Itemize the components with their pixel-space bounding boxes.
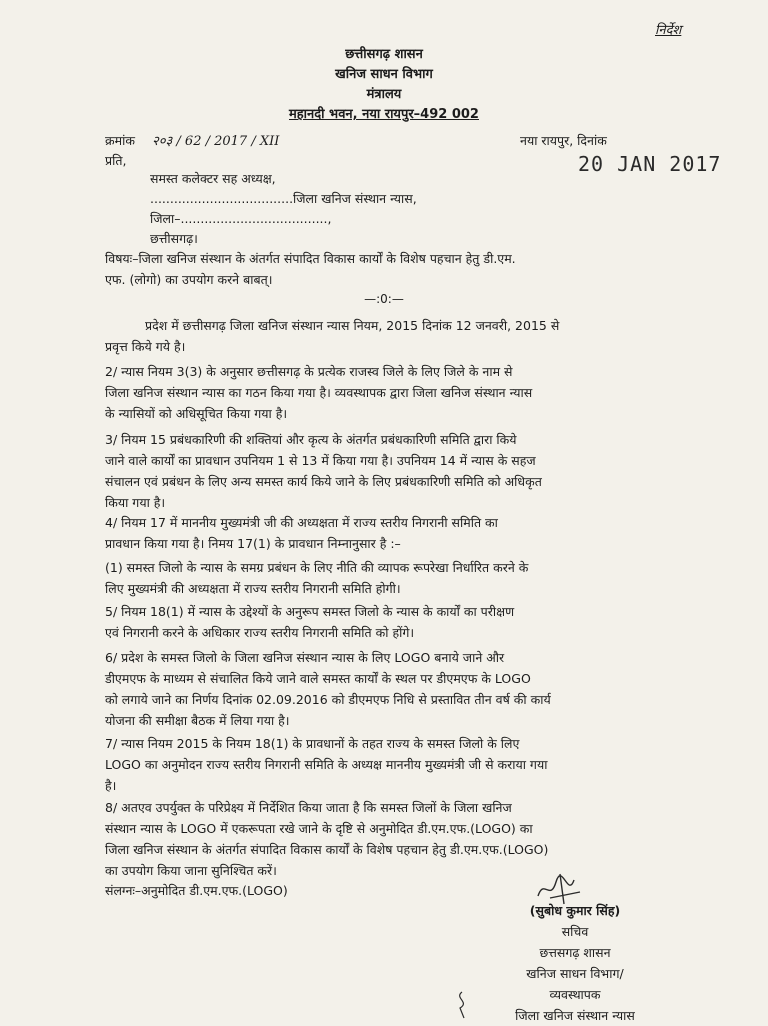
subject-line: विषयः–जिला खनिज संस्थान के अंतर्गत संपादित विकास कार्यों के विशेष पहचान हेतु डी.एम.: [105, 251, 516, 266]
paragraph-line: किया गया है।: [105, 495, 166, 510]
paragraph-5: [105, 601, 687, 643]
paragraph-4-1: [105, 557, 687, 599]
header-government: छत्तीसगढ़ शासन: [345, 47, 423, 62]
signatory-line6: जिला खनिज संस्थान न्यास: [515, 1008, 635, 1023]
paragraph-line: 6/ प्रदेश के समस्त जिलो के जिला खनिज संस्थान न्यास के लिए LOGO बनाये जाने और: [105, 650, 505, 665]
subject-line: एफ. (लोगो) का उपयोग करने बाबत्।: [105, 272, 273, 287]
header-ministry: मंत्रालय: [366, 87, 402, 102]
reference-label: क्रमांक: [105, 133, 135, 148]
paragraph-8: [105, 797, 687, 881]
signatory-line5: व्यवस्थापक: [549, 987, 601, 1002]
signatory-line3: छत्तसगढ़ शासन: [539, 945, 611, 960]
paragraph-3: [105, 429, 687, 513]
divider: —:0:—: [364, 292, 404, 306]
paragraph-line: को लगाये जाने का निर्णय दिनांक 02.09.2016 को डीएमएफ निधि से प्रस्तावित तीन वर्ष की कार्य: [105, 692, 551, 707]
paragraph-line: जिला खनिज संस्थान न्यास का गठन किया गया है। व्यवस्थापक द्वारा जिला खनिज संस्थान न्यास: [105, 385, 533, 400]
paragraph-2: [105, 361, 687, 424]
paragraph-line: का उपयोग किया जाना सुनिश्चित करें।: [105, 863, 277, 878]
addressee-to: प्रति,: [105, 153, 127, 168]
paragraph-line: 8/ अतएव उपर्युक्त के परिप्रेक्ष्य में निर्देशित किया जाता है कि समस्त जिलों के जिला खनिज: [105, 800, 512, 815]
paragraph-line: संस्थान न्यास के LOGO में एकरूपता रखे जाने के दृष्टि से अनुमोदित डी.एम.एफ.(LOGO) का: [105, 821, 533, 836]
paragraph-1: [105, 315, 687, 357]
paragraph-line: एवं निगरानी करने के अधिकार राज्य स्तरीय निगरानी समिति को होंगे।: [105, 625, 415, 640]
subject: [105, 248, 687, 290]
paragraph-line: प्रावधान किया गया है। निमय 17(1) के प्रावधान निम्नानुसार है :–: [105, 536, 401, 551]
paragraph-line: प्रवृत्त किये गये है।: [105, 339, 186, 354]
addressee-line3: जिला–.....................................,: [150, 211, 332, 226]
paragraph-line: जिला खनिज संस्थान के अंतर्गत संपादित विकास कार्यों के विशेष पहचान हेतु डी.एम.एफ.(LOGO): [105, 842, 549, 857]
addressee-line4: छत्तीसगढ़।: [150, 231, 198, 246]
addressee-line1: समस्त कलेक्टर सह अध्यक्ष,: [150, 171, 276, 186]
date-stamp: 20 JAN 2017: [578, 152, 722, 176]
paragraph-6: [105, 647, 687, 731]
paragraph-line: संचालन एवं प्रबंधन के लिए अन्य समस्त कार्य किये जाने के लिए प्रबंधकारिणी समिति को अधिकृत: [105, 474, 542, 489]
header-address: महानदी भवन, नया रायपुर–492 002: [289, 107, 479, 122]
signatory-designation: सचिव: [561, 924, 589, 939]
paragraph-line: है।: [105, 778, 117, 793]
reference-number: २०३ / 62 / 2017 / XII: [152, 134, 280, 149]
paragraph-line: जाने वाले कार्यों का प्रावधान उपनियम 1 से 13 में किया गया है। उपनियम 14 में न्यास के सहज: [105, 453, 536, 468]
paragraph-line: 7/ न्यास नियम 2015 के नियम 18(1) के प्रावधानों के तहत राज्य के समस्त जिलो के लिए: [105, 736, 520, 751]
paragraph-line: के न्यासियों को अधिसूचित किया गया है।: [105, 406, 288, 421]
paragraph-line: 2/ न्यास नियम 3(3) के अनुसार छत्तीसगढ़ के प्रत्येक राजस्व जिले के लिए जिले के नाम से: [105, 364, 513, 379]
paragraph-4: [105, 512, 687, 554]
paragraph-line: (1) समस्त जिलो के न्यास के समग्र प्रबंधन के लिए नीति की व्यापक रूपरेखा निर्धारित करने के: [105, 560, 529, 575]
signature-block: [480, 900, 670, 1026]
initial-mark: [450, 990, 474, 1020]
paragraph-line: प्रदेश में छत्तीसगढ़ जिला खनिज संस्थान न्यास नियम, 2015 दिनांक 12 जनवरी, 2015 से: [145, 318, 560, 333]
paragraph-line: LOGO का अनुमोदन राज्य स्तरीय निगरानी समिति के अध्यक्ष माननीय मुख्यमंत्री जी से कराया गया: [105, 757, 548, 772]
paragraph-line: 4/ नियम 17 में माननीय मुख्यमंत्री जी की अध्यक्षता में राज्य स्तरीय निगरानी समिति का: [105, 515, 498, 530]
header-department: खनिज साधन विभाग: [335, 67, 433, 82]
enclosure: संलग्नः–अनुमोदित डी.एम.एफ.(LOGO): [105, 883, 288, 898]
paragraph-line: डीएमएफ के माध्यम से संचालित किये जाने वाले समस्त कार्यों के स्थल पर डीएमएफ के LOGO: [105, 671, 531, 686]
paragraph-line: 3/ नियम 15 प्रबंधकारिणी की शक्तियां और कृत्य के अंतर्गत प्रबंधकारिणी समिति द्वारा किये: [105, 432, 517, 447]
signatory-name: (सुबोध कुमार सिंह): [529, 903, 621, 918]
paragraph-7: [105, 733, 687, 796]
paragraph-line: लिए मुख्यमंत्री की अध्यक्षता में राज्य स्तरीय निगरानी समिति होगी।: [105, 581, 401, 596]
paragraph-line: योजना की समीक्षा बैठक में लिया गया है।: [105, 713, 290, 728]
paragraph-line: 5/ नियम 18(1) में न्यास के उद्देश्यों के अनुरूप समस्त जिलो के न्यास के कार्यों का परीक्षण: [105, 604, 515, 619]
corner-note: निर्देश: [655, 23, 682, 38]
place-date-label: नया रायपुर, दिनांक: [520, 133, 607, 148]
signatory-line4: खनिज साधन विभाग/: [526, 966, 624, 981]
addressee-line2: ....................................जिला खनिज संस्थान न्यास,: [150, 191, 417, 206]
